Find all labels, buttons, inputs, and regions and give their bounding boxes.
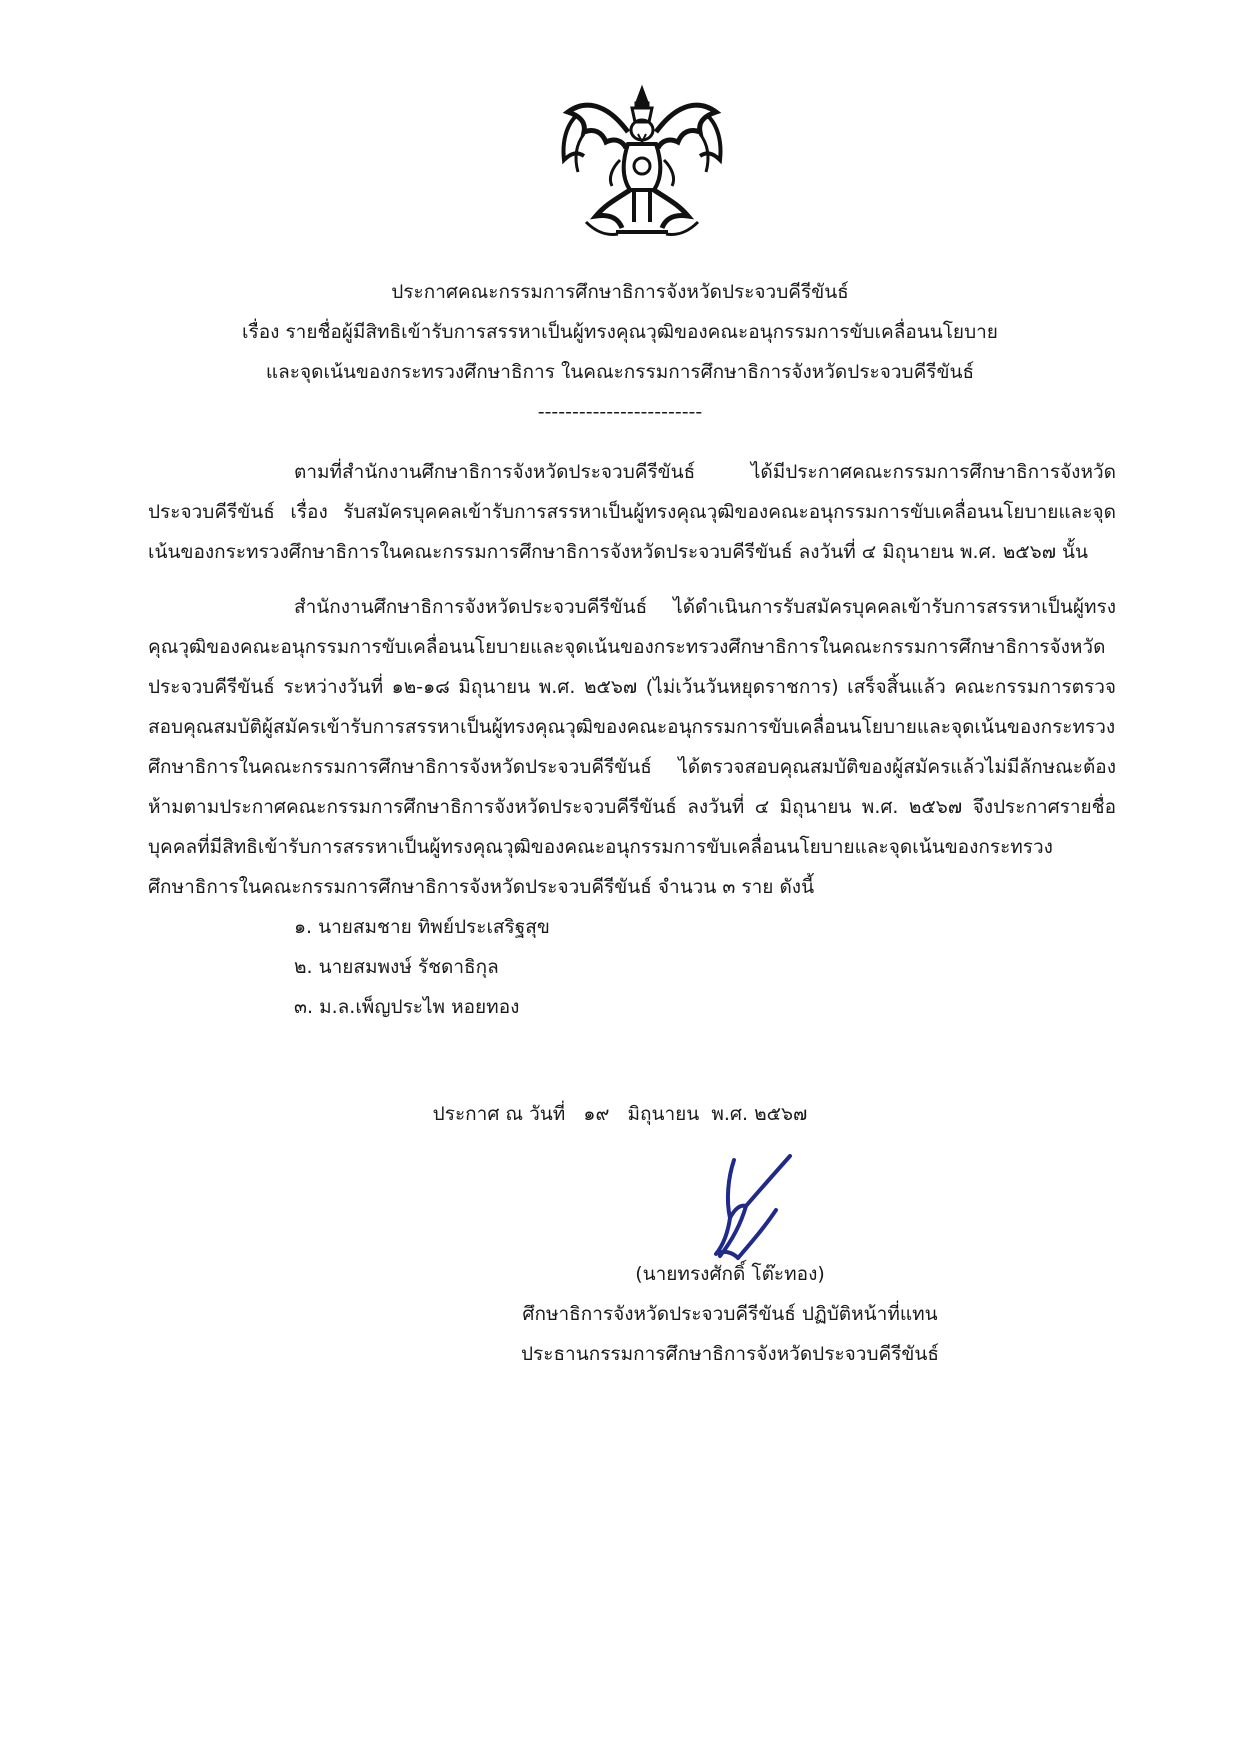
signer-block bbox=[480, 1254, 980, 1374]
list-item: ๑. นายสมชาย ทิพย์ประเสริฐสุข bbox=[294, 916, 550, 938]
signer-position-2: ประธานกรรมการศึกษาธิการจังหวัดประจวบคีรีขันธ์ bbox=[520, 1343, 940, 1365]
announcement-title: ประกาศคณะกรรมการศึกษาธิการจังหวัดประจวบคีรีขันธ์ bbox=[391, 281, 849, 303]
signer-position-1: ศึกษาธิการจังหวัดประจวบคีรีขันธ์ ปฏิบัติหน้าที่แทน bbox=[522, 1303, 938, 1325]
names-list bbox=[148, 907, 1116, 1027]
announcement-header bbox=[140, 272, 1100, 432]
subject-line-2: และจุดเน้นของกระทรวงศึกษาธิการ ในคณะกรรมการศึกษาธิการจังหวัดประจวบคีรีขันธ์ bbox=[265, 361, 975, 383]
paragraph-1: ตามที่สำนักงานศึกษาธิการจังหวัดประจวบคีรีขันธ์ ได้มีประกาศคณะกรรมการศึกษาธิการจังหวัดประจวบคีรีขันธ์ เรื่อง รับสมัครบุคคลเข้ารับการสรรหาเป็นผู้ทรงคุณวุฒิของคณะอนุกรรมการขับเคลื่อนนโยบายและจุดเน้นของกระทรวงศึกษาธิการในคณะกรรมการศึกษาธิการจังหวัดประจวบคีรีขันธ์ ลงวันที่ ๔ มิถุนายน พ.ศ. ๒๕๖๗ นั้น bbox=[148, 461, 1116, 563]
signer-name: (นายทรงศักดิ์ โต๊ะทอง) bbox=[635, 1263, 825, 1285]
subject-line-1: เรื่อง รายชื่อผู้มีสิทธิเข้ารับการสรรหาเป็นผู้ทรงคุณวุฒิของคณะอนุกรรมการขับเคลื่อนนโยบาย bbox=[242, 321, 998, 343]
announcement-body bbox=[148, 452, 1116, 1027]
paragraph-2-container bbox=[148, 587, 1116, 907]
separator-line: ------------------------ bbox=[537, 401, 703, 423]
list-item: ๓. ม.ล.เพ็ญประไพ หอยทอง bbox=[294, 996, 520, 1018]
paragraph-2: สำนักงานศึกษาธิการจังหวัดประจวบคีรีขันธ์ ได้ดำเนินการรับสมัครบุคคลเข้ารับการสรรหาเป็นผู้ทรงคุณวุฒิของคณะอนุกรรมการขับเคลื่อนนโยบายและจุดเน้นของกระทรวงศึกษาธิการในคณะกรรมการศึกษาธิการจังหวัดประจวบคีรีขันธ์ ระหว่างวันที่ ๑๒-๑๘ มิถุนายน พ.ศ. ๒๕๖๗ (ไม่เว้นวันหยุดราชการ) เสร็จสิ้นแล้ว คณะกรรมการตรวจสอบคุณสมบัติผู้สมัครเข้ารับการสรรหาเป็นผู้ทรงคุณวุฒิของคณะอนุกรรมการขับเคลื่อนนโยบายและจุดเน้นของกระทรวงศึกษาธิการในคณะกรรมการศึกษาธิการจังหวัดประจวบคีรีขันธ์ ได้ตรวจสอบคุณสมบัติของผู้สมัครแล้วไม่มีลักษณะต้องห้ามตามประกาศคณะกรรมการศึกษาธิการจังหวัดประจวบคีรีขันธ์ ลงวันที่ ๔ มิถุนายน พ.ศ. ๒๕๖๗ จึงประกาศรายชื่อบุคคลที่มีสิทธิเข้ารับการสรรหาเป็นผู้ทรงคุณวุฒิของคณะอนุกรรมการขับเคลื่อนนโยบายและจุดเน้นของกระทรวงศึกษาธิการในคณะกรรมการศึกษาธิการจังหวัดประจวบคีรีขันธ์ จำนวน ๓ ราย ดังนี้ bbox=[148, 596, 1116, 898]
paragraph-gap bbox=[148, 572, 1116, 587]
garuda-emblem-icon bbox=[556, 82, 728, 240]
announcement-date: ประกาศ ณ วันที่ ๑๙ มิถุนายน พ.ศ. ๒๕๖๗ bbox=[432, 1103, 808, 1125]
paragraph-1-container bbox=[148, 452, 1116, 572]
signature-image bbox=[694, 1148, 798, 1268]
list-item: ๒. นายสมพงษ์ รัชดาธิกุล bbox=[294, 956, 499, 978]
